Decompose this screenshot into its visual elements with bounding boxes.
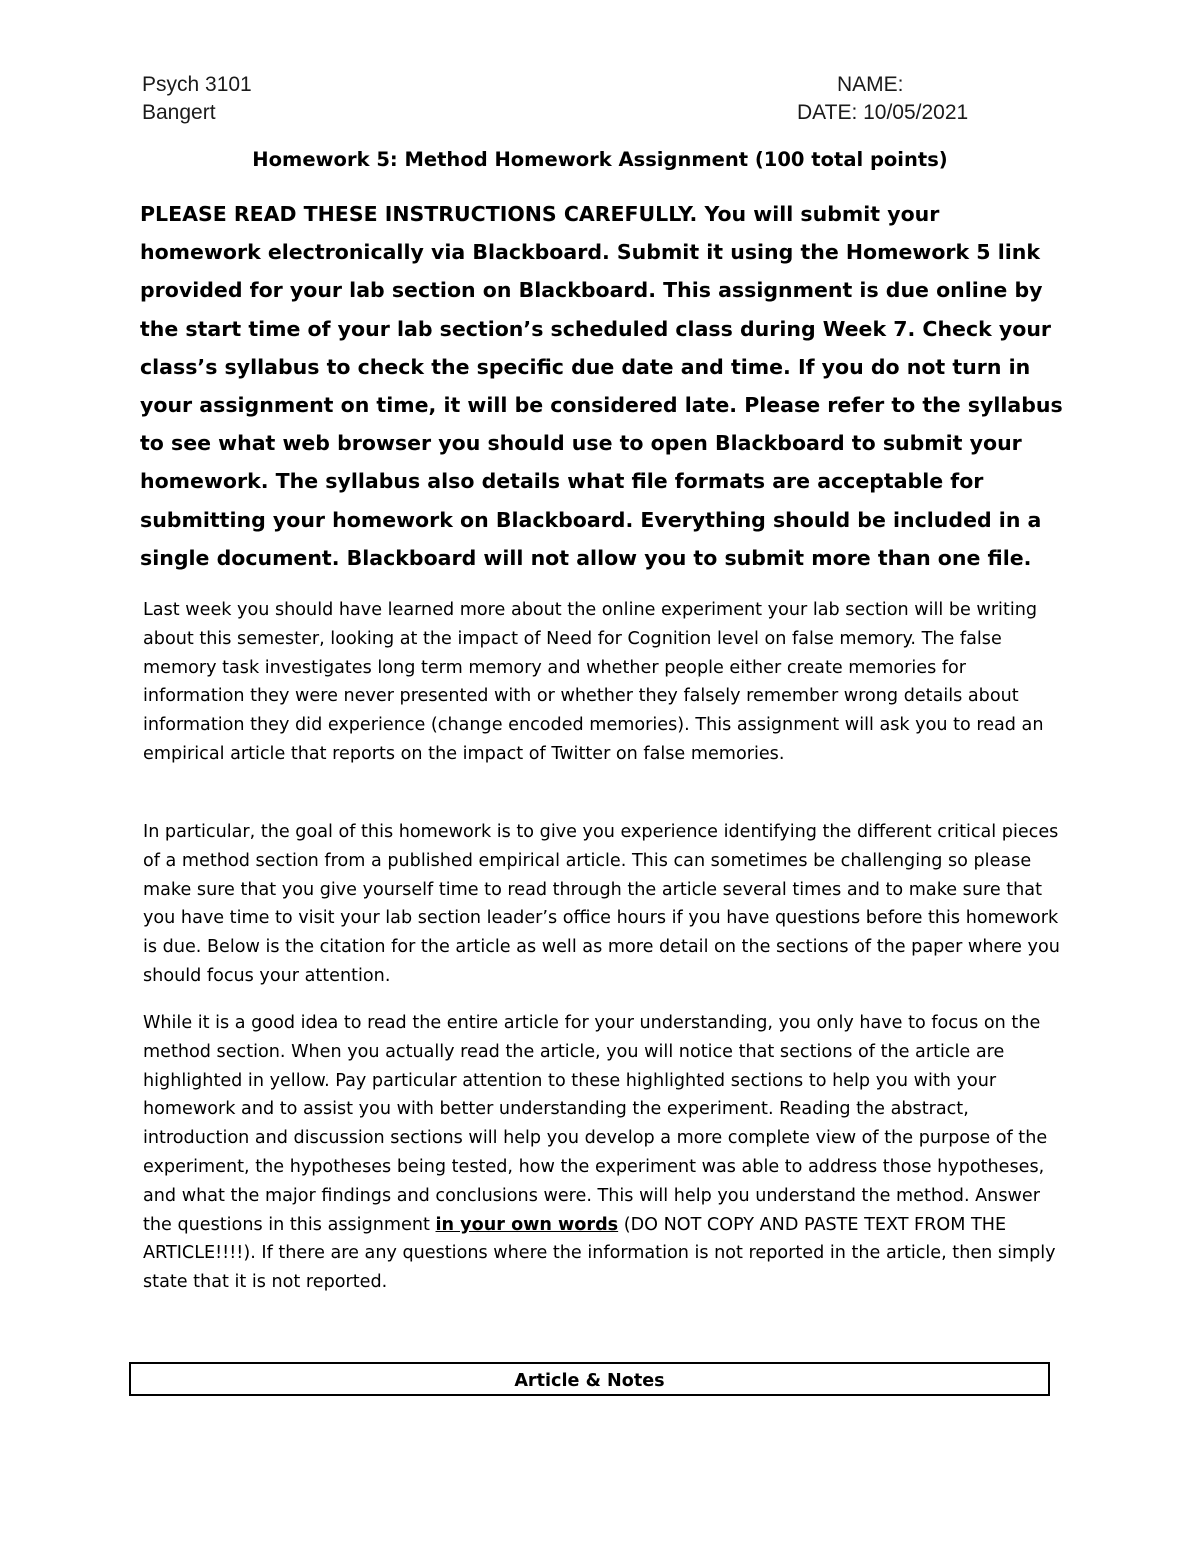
assignment-title: Homework 5: Method Homework Assignment (100 total points) (252, 148, 948, 171)
name-field-label: NAME: (837, 73, 904, 96)
date-field-label: DATE: 10/05/2021 (797, 101, 969, 124)
table-header-label: Article & Notes (514, 1371, 665, 1391)
body-paragraph-2: In particular, the goal of this homework is to give you experience identifying the different critical pieces of a method section from a published empirical article. This can sometimes be challenging so please make sure that you give yourself time to read through the article several times and to make sure that you have time to visit your lab section leader’s office hours if you have questions before this homework is due. Below is the citation for the article as well as more detail on the sections of the paper where you should focus your attention. (143, 822, 1060, 986)
body-paragraph-1: Last week you should have learned more about the online experiment your lab section will be writing about this semester, looking at the impact of Need for Cognition level on false memory. The false memory task investigates long term memory and whether people either create memories for information they were never presented with or whether they falsely remember wrong details about information they did experience (change encoded memories). This assignment will ask you to read an empirical article that reports on the impact of Twitter on false memories. (143, 600, 1044, 764)
paragraph-3-text-b: (DO NOT COPY AND PASTE TEXT FROM THE ARTICLE!!!!). If there are any questions where the information is not reported in the article, then simply state that it is not reported. (143, 1214, 1056, 1293)
instructions-paragraph: PLEASE READ THESE INSTRUCTIONS CAREFULLY. You will submit your homework electronically via Blackboard. Submit it using the Homework 5 link provided for your lab section on Blackboard. This assignment is due online by the start time of your lab section’s scheduled class during Week 7. Check your class’s syllabus to check the specific due date and time. If you do not turn in your assignment on time, it will be considered late. Please refer to the syllabus to see what web browser you should use to open Blackboard to submit your homework. The syllabus also details what file formats are acceptable for submitting your homework on Blackboard. Everything should be included in a single document. Blackboard will not allow you to submit more than one file. (140, 202, 1063, 570)
instructor-label: Bangert (142, 101, 216, 124)
paragraph-3-text-a: While it is a good idea to read the entire article for your understanding, you only have to focus on the method section. When you actually read the article, you will notice that sections of the article are highlighted in yellow. Pay particular attention to these highlighted sections to help you with your homework and to assist you with better understanding the experiment. Reading the abstract, introduction and discussion sections will help you develop a more complete view of the purpose of the experiment, the hypotheses being tested, how the experiment was able to address those hypotheses, and what the major findings and conclusions were. This will help you understand the method. Answer the questions in this assignment (143, 1013, 1048, 1235)
own-words-emphasis: in your own words (435, 1214, 619, 1235)
course-label: Psych 3101 (142, 73, 252, 96)
article-notes-table-header (129, 1362, 1050, 1396)
body-paragraph-3 (143, 1009, 1063, 1297)
